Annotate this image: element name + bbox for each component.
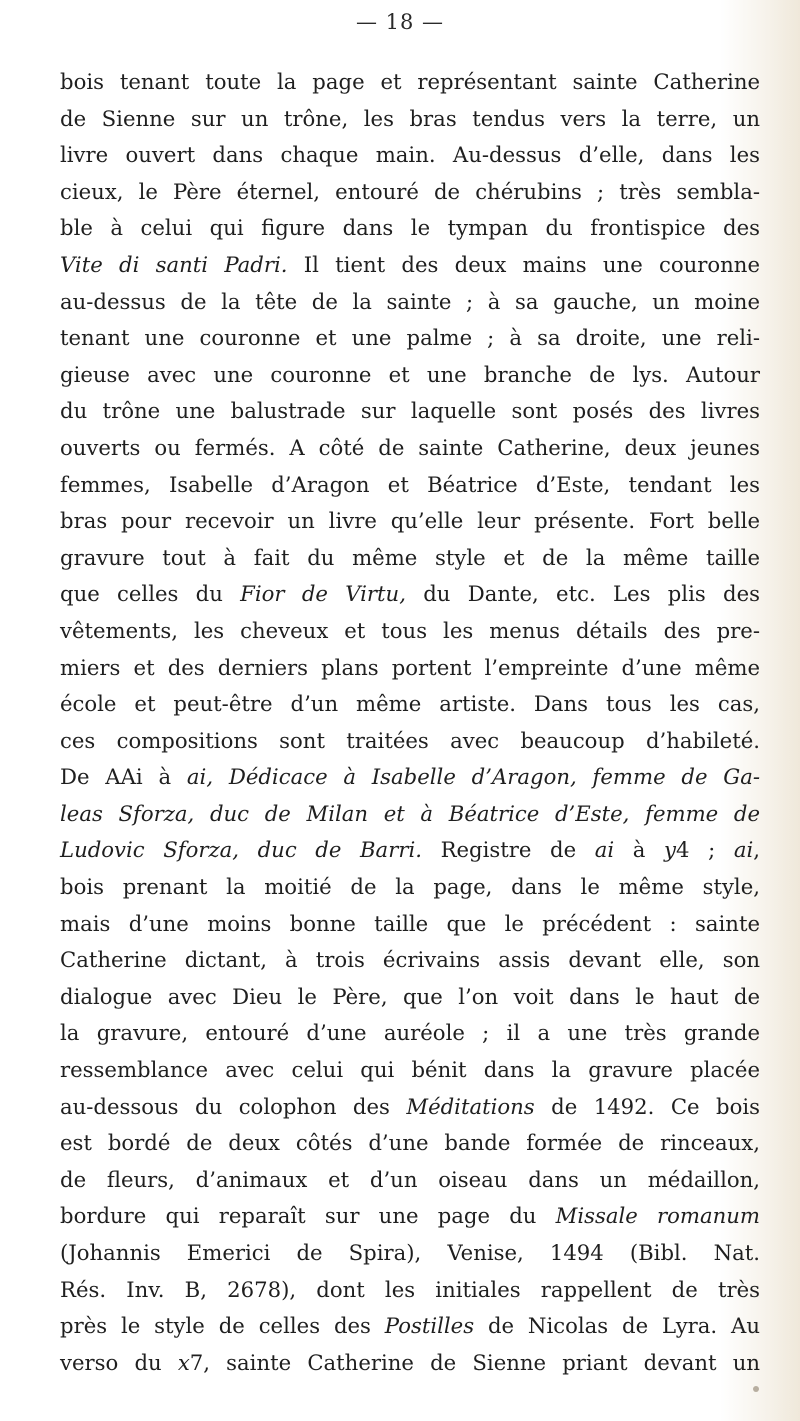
text-line	[60, 576, 760, 613]
text-span: ressemblance avec celui qui bénit dans la gravure placée	[60, 1057, 760, 1083]
text-span: ouverts ou fermés. A côté de sainte Catherine, deux jeunes	[60, 434, 760, 460]
text-span: gieuse avec une couronne et une branche de lys. Autour	[60, 361, 760, 387]
text-span: de fleurs, d’animaux et d’un oiseau dans un médaillon,	[60, 1166, 760, 1192]
text-line	[60, 906, 760, 943]
italic-text: ai	[594, 837, 615, 863]
text-line	[60, 1272, 760, 1309]
text-span: à	[614, 837, 665, 863]
text-span: Rés. Inv. B, 2678), dont les initiales rappellent de très	[60, 1276, 760, 1302]
text-span: au-dessus de la tête de la sainte ; à sa gauche, un moine	[60, 288, 760, 314]
page-number: — 18 —	[355, 10, 445, 34]
text-span: bordure qui reparaît sur une page du	[60, 1203, 556, 1229]
text-line	[60, 64, 760, 101]
text-line	[60, 247, 760, 284]
text-span: du Dante, etc. Les plis des	[405, 581, 760, 607]
text-span: miers et des derniers plans portent l’empreinte d’une même	[60, 654, 760, 680]
text-span: Il tient des deux mains une couronne	[287, 251, 760, 277]
text-line	[60, 1162, 760, 1199]
text-line	[60, 430, 760, 467]
text-span: ces compositions sont traitées avec beaucoup d’habileté.	[60, 727, 760, 753]
text-line	[60, 1308, 760, 1345]
paper-speck	[753, 1386, 759, 1392]
text-line	[60, 393, 760, 430]
text-line	[60, 540, 760, 577]
text-span: de Sienne sur un trône, les bras tendus vers la terre, un	[60, 105, 760, 131]
text-line	[60, 869, 760, 906]
text-span: mais d’une moins bonne taille que le précédent : sainte	[60, 910, 760, 936]
text-line	[60, 650, 760, 687]
text-line	[60, 1198, 760, 1235]
text-line	[60, 1052, 760, 1089]
text-span: tenant une couronne et une palme ; à sa droite, une reli-	[60, 325, 760, 351]
text-line	[60, 320, 760, 357]
text-span: (Johannis Emerici de Spira), Venise, 1494 (Bibl. Nat.	[60, 1240, 760, 1265]
text-span: vêtements, les cheveux et tous les menus détails des pre-	[60, 617, 760, 643]
text-span: gravure tout à fait du même style et de la même taille	[60, 544, 760, 570]
text-line	[60, 1125, 760, 1162]
text-span: de 1492. Ce bois	[534, 1093, 761, 1119]
text-line	[60, 942, 760, 979]
text-line	[60, 101, 760, 138]
text-span: bras pour recevoir un livre qu’elle leur présente. Fort belle	[60, 508, 760, 534]
text-span: que celles du	[60, 581, 241, 607]
italic-text: Méditations	[406, 1093, 535, 1119]
text-line	[60, 1015, 760, 1052]
text-span: Catherine dictant, à trois écrivains assis devant elle, son	[60, 947, 760, 973]
text-span: bois prenant la moitié de la page, dans le même style,	[60, 874, 760, 900]
body-text	[60, 64, 760, 1381]
text-span: livre ouvert dans chaque main. Au-dessus d’elle, dans les	[60, 142, 760, 168]
text-line	[60, 1345, 760, 1382]
text-span: est bordé de deux côtés d’une bande formée de rinceaux,	[60, 1130, 760, 1156]
text-span: ble à celui qui figure dans le tympan du frontispice des	[60, 215, 760, 241]
italic-text: ai, Dédicace à Isabelle d’Aragon, femme de Ga-	[186, 764, 760, 790]
text-line	[60, 467, 760, 504]
text-line	[60, 613, 760, 650]
text-span: De AAi à	[60, 764, 187, 790]
text-line	[60, 723, 760, 760]
text-line	[60, 174, 760, 211]
text-line	[60, 357, 760, 394]
text-line	[60, 979, 760, 1016]
text-line	[60, 686, 760, 723]
text-span: près le style de celles des	[60, 1313, 385, 1339]
text-span: école et peut-être d’un même artiste. Dans tous les cas,	[60, 691, 760, 717]
text-span: cieux, le Père éternel, entouré de chérubins ; très sembla-	[60, 178, 760, 204]
italic-text: ai	[733, 837, 754, 863]
text-span: Registre de	[421, 837, 595, 863]
italic-text: leas Sforza, duc de Milan et à Béatrice d’Este, femme de	[60, 800, 760, 826]
text-line	[60, 503, 760, 540]
text-line	[60, 832, 760, 869]
text-line	[60, 796, 760, 833]
italic-text: Ludovic Sforza, duc de Barri.	[60, 837, 422, 863]
text-span: 7, sainte Catherine de Sienne priant devant un	[189, 1349, 760, 1375]
text-line	[60, 210, 760, 247]
italic-text: Fior de Virtu,	[240, 581, 406, 607]
text-span: ,	[753, 837, 761, 863]
text-span: la gravure, entouré d’une auréole ; il a une très grande	[60, 1020, 760, 1046]
text-span: bois tenant toute la page et représentant sainte Catherine	[60, 69, 760, 94]
italic-text: y	[664, 837, 677, 863]
text-span: de Nicolas de Lyra. Au	[474, 1313, 760, 1339]
text-span: du trône une balustrade sur laquelle sont posés des livres	[60, 398, 760, 424]
italic-text: Missale romanum	[555, 1203, 760, 1229]
text-span: verso du	[60, 1349, 178, 1375]
text-span: dialogue avec Dieu le Père, que l’on voit dans le haut de	[60, 983, 760, 1009]
text-line	[60, 1235, 760, 1272]
italic-text: Postilles	[384, 1313, 475, 1339]
italic-text: x	[177, 1349, 190, 1375]
italic-text: Vite di santi Padri.	[60, 251, 288, 277]
text-line	[60, 284, 760, 321]
text-span: au-dessous du colophon des	[60, 1093, 407, 1119]
text-line	[60, 1089, 760, 1126]
text-line	[60, 137, 760, 174]
text-line	[60, 759, 760, 796]
text-span: 4 ;	[676, 837, 734, 863]
text-span: femmes, Isabelle d’Aragon et Béatrice d’Este, tendant les	[60, 471, 760, 497]
